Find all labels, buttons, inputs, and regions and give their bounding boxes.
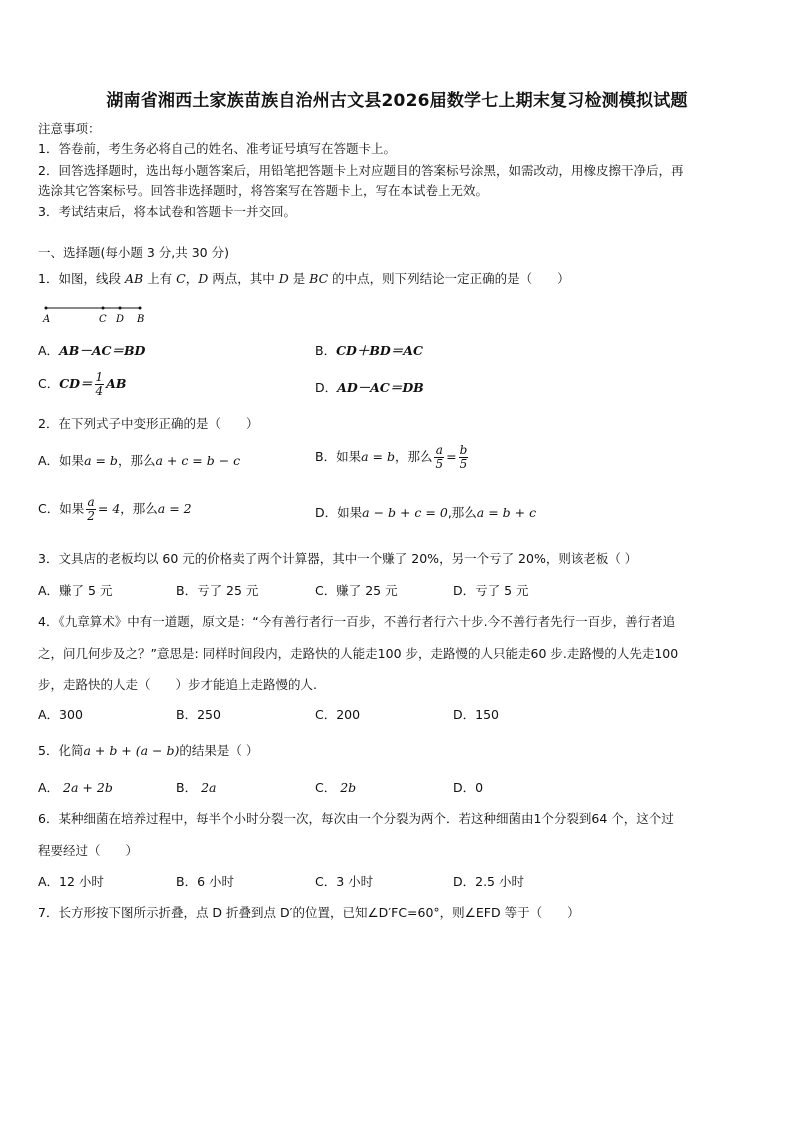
question-4-line-3: 步，走路快的人走（ ）步才能追上走路慢的人. [38, 677, 317, 692]
q5-option-b[interactable]: B． 2a [176, 780, 217, 795]
notice-item-1: 1．答卷前，考生务必将自己的姓名、准考证号填写在答题卡上。 [38, 141, 396, 156]
q6-option-a[interactable]: A．12 小时 [38, 874, 104, 889]
q4-option-a[interactable]: A．300 [38, 707, 83, 722]
notice-item-2-cont: 选涂其它答案标号。回答非选择题时，将答案写在答题卡上，写在本试卷上无效。 [38, 183, 489, 198]
q6-option-b[interactable]: B．6 小时 [176, 874, 235, 889]
question-2-stem: 2．在下列式子中变形正确的是（ ） [38, 416, 259, 431]
q6-option-c[interactable]: C．3 小时 [315, 874, 374, 889]
q3-option-d[interactable]: D．亏了 5 元 [453, 583, 529, 598]
label-a: A [43, 314, 51, 325]
question-6-line-2: 程要经过（ ） [38, 843, 139, 858]
notice-item-3: 3．考试结束后，将本试卷和答题卡一并交回。 [38, 204, 296, 219]
q4-option-c[interactable]: C．200 [315, 707, 361, 722]
question-1-stem: 1．如图，线段 AB 上有 C，D 两点，其中 D 是 BC 的中点，则下列结论一定正确的是（ ） [38, 271, 570, 286]
q1-option-b[interactable]: B．CD＋BD＝AC [315, 343, 423, 358]
question-4-line-2: 之，问几何步及之？”意思是: 同样时间段内，走路快的人能走100 步，走路慢的人只能走60 步.走路慢的人先走100 [38, 646, 679, 661]
question-3-stem: 3．文具店的老板均以 60 元的价格卖了两个计算器，其中一个赚了 20%，另一个亏了 20%，则该老板（ ） [38, 551, 638, 566]
notice-heading: 注意事项： [38, 121, 101, 136]
q2-option-b[interactable]: B．如果a = b，那么 $\frac{a}{5}$ = $\frac{b}{5}$ [315, 443, 468, 471]
q2-option-d[interactable]: D．如果a − b + c = 0,那么a = b + c [315, 505, 537, 520]
notice-item-2: 2．回答选择题时，选出每小题答案后，用铅笔把答题卡上对应题目的答案标号涂黑，如需改动，用橡皮擦干净后，再 [38, 163, 684, 178]
q3-option-c[interactable]: C．赚了 25 元 [315, 583, 398, 598]
q5-option-d[interactable]: D．0 [453, 780, 484, 795]
question-4-line-1: 4．《九章算术》中有一道题，原文是：“今有善行者行一百步，不善行者行六十步.今不善行者先行一百步，善行者追 [38, 614, 676, 629]
q2-option-c[interactable]: C．如果 $\frac{a}{2}$ = 4，那么a = 2 [38, 495, 192, 523]
question-7-stem: 7．长方形按下图所示折叠，点 D 折叠到点 D′的位置，已知∠D′FC=60°，则∠EFD 等于（ ） [38, 905, 580, 920]
label-b: B [137, 314, 145, 325]
q1-option-a[interactable]: A．AB－AC＝BD [38, 343, 146, 358]
q2-option-a[interactable]: A．如果a = b，那么a + c = b − c [38, 453, 241, 468]
label-c: C [99, 314, 107, 325]
q1-option-c[interactable]: C．CD＝ $\frac{1}{4}$ AB [38, 370, 127, 398]
q3-option-a[interactable]: A．赚了 5 元 [38, 583, 113, 598]
page-title: 湖南省湘西土家族苗族自治州古文县2026届数学七上期末复习检测模拟试题 [106, 91, 688, 111]
q4-option-d[interactable]: D．150 [453, 707, 499, 722]
point-c [102, 307, 105, 310]
q1-option-d[interactable]: D．AD－AC＝DB [315, 380, 424, 395]
q6-option-d[interactable]: D．2.5 小时 [453, 874, 524, 889]
point-a [45, 307, 48, 310]
q4-option-b[interactable]: B．250 [176, 707, 221, 722]
segment-figure [40, 300, 150, 326]
question-5-stem: 5．化简a + b + (a − b)的结果是（ ） [38, 743, 259, 758]
point-d [119, 307, 122, 310]
label-d: D [116, 314, 125, 325]
question-6-line-1: 6．某种细菌在培养过程中，每半个小时分裂一次，每次由一个分裂为两个．若这种细菌由1个分裂到64 个，这个过 [38, 811, 674, 826]
q5-option-c[interactable]: C． 2b [315, 780, 357, 795]
q3-option-b[interactable]: B．亏了 25 元 [176, 583, 259, 598]
fraction-one-quarter: $\frac{1}{4}$ [95, 370, 104, 398]
point-b [139, 307, 142, 310]
section-heading: 一、选择题(每小题 3 分,共 30 分) [38, 245, 229, 260]
q5-option-a[interactable]: A． 2a + 2b [38, 780, 113, 795]
